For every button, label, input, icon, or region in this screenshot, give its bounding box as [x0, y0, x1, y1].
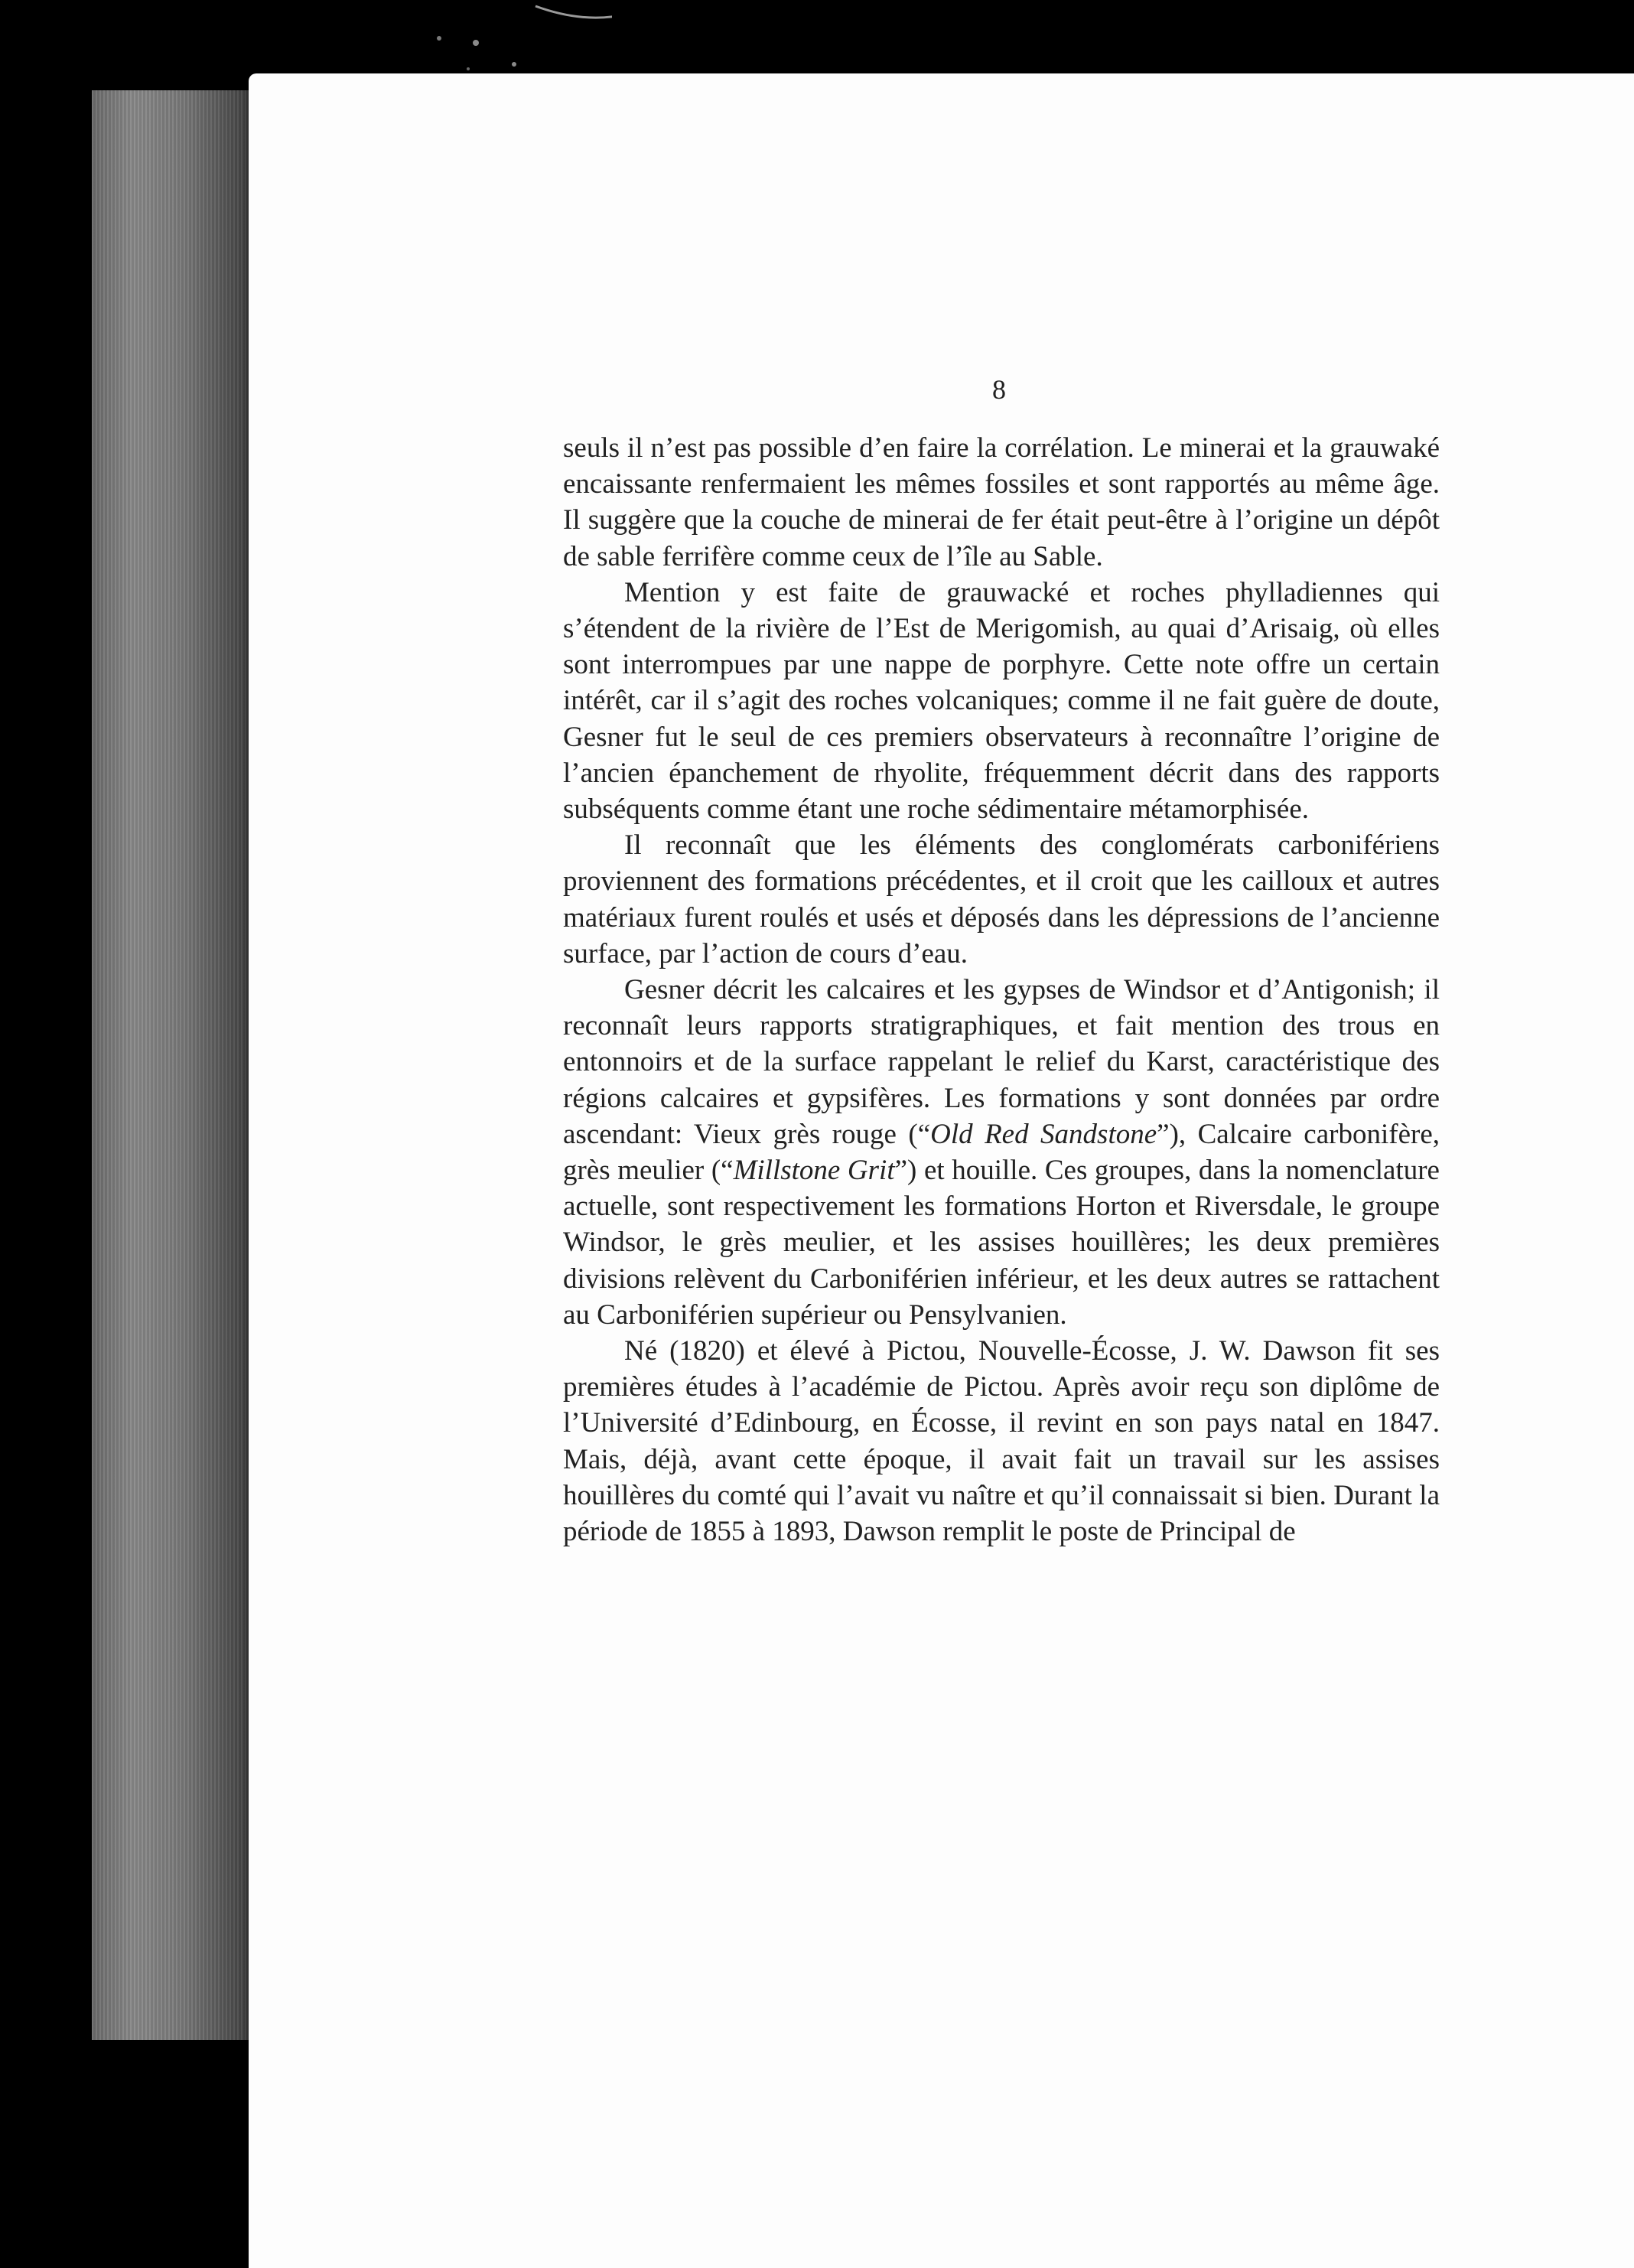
text-run: ”) et houille. Ces groupes, dans la nomenclature actuelle, sont respectivement les formations Horton et Riversdale, le groupe Windsor, le grès meulier, et les assises houillères; les deux premières divisions relèvent du Carboniférien inférieur, et les deux autres se rattachent au Carboniférien supérieur ou Pensylvanien.: [563, 1155, 1440, 1331]
text-run: Gesner décrit les calcaires et les gypses de Windsor et d’Antigonish; il reconnaît leurs rapports stratigraphiques, et fait mention des trous en entonnoirs et de la surface rappelant le relief du Karst, caractéristique des régions calcaires et gypsifères. Les formations y sont données par ordre ascendant: Vieux grès rouge (“: [563, 974, 1440, 1150]
scan-specks: [0, 0, 612, 77]
paragraph: [563, 1333, 1440, 1549]
text-run: ”), Calcaire carbonifère, grès meulier (“: [563, 1118, 1440, 1187]
text-run: Né (1820) et élevé à Pictou, Nouvelle-Écosse, J. W. Dawson fit ses premières études à l’académie de Pictou. Après avoir reçu son diplôme de l’Université d’Edinbourg, en Écosse, il revint en son pays natal en 1847. Mais, déjà, avant cette époque, il avait fait un travail sur les assises houillères du comté qui l’avait vu naître et qu’il connaissait si bien. Durant la période de 1855 à 1893, Dawson remplit le poste de Principal de: [563, 1335, 1440, 1548]
italic-text: Millstone Grit: [733, 1155, 895, 1187]
text-run: Il reconnaît que les éléments des conglomérats carbonifériens proviennent des formations précédentes, et il croit que les cailloux et autres matériaux furent roulés et usés et déposés dans les dépressions de l’ancienne surface, par l’action de cours d’eau.: [563, 829, 1440, 969]
text-run: seuls il n’est pas possible d’en faire la corrélation. Le minerai et la grauwaké encaissante renfermaient les mêmes fossiles et sont rapportés au même âge. Il suggère que la couche de minerai de fer était peut-être à l’origine un dépôt de sable ferrifère comme ceux de l’île au Sable.: [563, 432, 1440, 572]
page-number: 8: [992, 374, 1006, 405]
paragraph: [563, 575, 1440, 827]
paragraph: [563, 430, 1440, 575]
text-run: Mention y est faite de grauwacké et roches phylladiennes qui s’étendent de la rivière de l’Est de Merigomish, au quai d’Arisaig, où elles sont interrompues par une nappe de porphyre. Cette note offre un certain intérêt, car il s’agit des roches volcaniques; comme il ne fait guère de doute, Gesner fut le seul de ces premiers observateurs à reconnaître l’origine de l’ancien épanchement de rhyolite, fréquemment décrit dans des rapports subséquents comme étant une roche sédimentaire métamorphisée.: [563, 576, 1440, 826]
body-text: [563, 430, 1440, 1549]
italic-text: Old Red Sandstone: [930, 1118, 1157, 1150]
book-spine-edge: [92, 90, 256, 2040]
paragraph: [563, 972, 1440, 1333]
paragraph: [563, 827, 1440, 972]
